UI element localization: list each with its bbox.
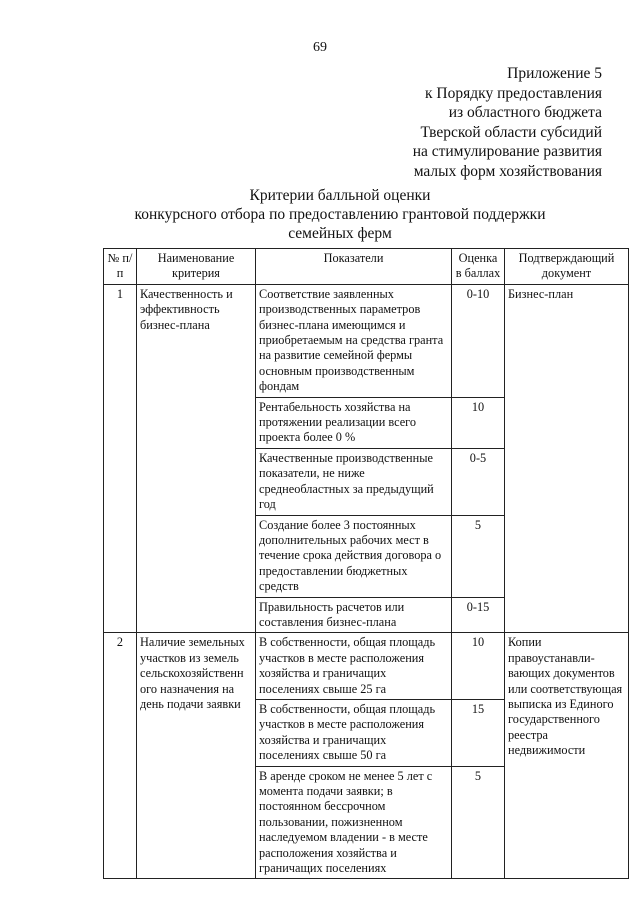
title-line: семейных ферм [288,225,392,242]
title-line: Критерии балльной оценки [249,187,431,204]
appendix-line: Тверской области субсидий [420,123,602,141]
appendix-line: к Порядку предоставления [425,84,602,102]
indicator-text: Рентабельность хозяйства на протяжении реализации всего проекта более 0 % [256,397,452,448]
indicator-text: Качественные производственные показатели, не ниже среднеобластных за предыдущий год [256,448,452,515]
header-num: № п/п [104,249,137,285]
indicator-text: Соответствие заявленных производственных параметров бизнес-плана имеющимся и приобретаемым на средства гранта на развитие семейной фермы основным производственным фондам [256,284,452,397]
indicator-score: 5 [452,515,505,597]
indicator-text: Создание более 3 постоянных дополнительных рабочих мест в течение срока действия договора о предоставлении бюджетных средств [256,515,452,597]
appendix-line: из областного бюджета [448,104,602,121]
table-header-row [104,249,629,285]
appendix-line: малых форм хозяйствования [413,162,602,180]
indicator-text: В аренде сроком не менее 5 лет с момента подачи заявки; в постоянном бессрочном пользовании, пожизненном наследуемом владении - в месте расположения хозяйства и граничащих поселениях [256,766,452,879]
indicator-text: В собственности, общая площадь участков в месте расположения хозяйства и граничащих поселениях свыше 50 га [256,699,452,766]
indicator-text: В собственности, общая площадь участков в месте расположения хозяйства и граничащих поселениях свыше 25 га [256,633,452,700]
header-indicators: Показатели [256,249,452,285]
appendix-header [272,64,602,181]
indicator-score: 15 [452,699,505,766]
indicator-score: 5 [452,766,505,879]
supporting-document: Бизнес-план [505,284,629,633]
criteria-table [103,248,629,879]
criterion-number: 1 [104,284,137,633]
indicator-score: 0-5 [452,448,505,515]
document-title [60,186,620,243]
criterion-number: 2 [104,633,137,879]
criterion-name: Наличие земельных участков из земель сельскохозяйственн ого назначения на день подачи заявки [137,633,256,879]
table-row [104,633,629,700]
criterion-name: Качественность и эффективность бизнес-плана [137,284,256,633]
indicator-text: Правильность расчетов или составления бизнес-плана [256,597,452,633]
indicator-score: 10 [452,633,505,700]
header-document: Подтверждающий документ [505,249,629,285]
page-number: 69 [313,40,327,55]
indicator-score: 10 [452,397,505,448]
indicator-score: 0-15 [452,597,505,633]
indicator-score: 0-10 [452,284,505,397]
header-score: Оценка в баллах [452,249,505,285]
header-name: Наименование критерия [137,249,256,285]
appendix-line: Приложение 5 [507,65,602,82]
title-line: конкурсного отбора по предоставлению грантовой поддержки [134,206,546,223]
table-row [104,284,629,397]
supporting-document: Копии правоустанавли-вающих документов или соответствующая выписка из Единого государственного реестра недвижимости [505,633,629,879]
appendix-line: на стимулирование развития [412,143,602,160]
